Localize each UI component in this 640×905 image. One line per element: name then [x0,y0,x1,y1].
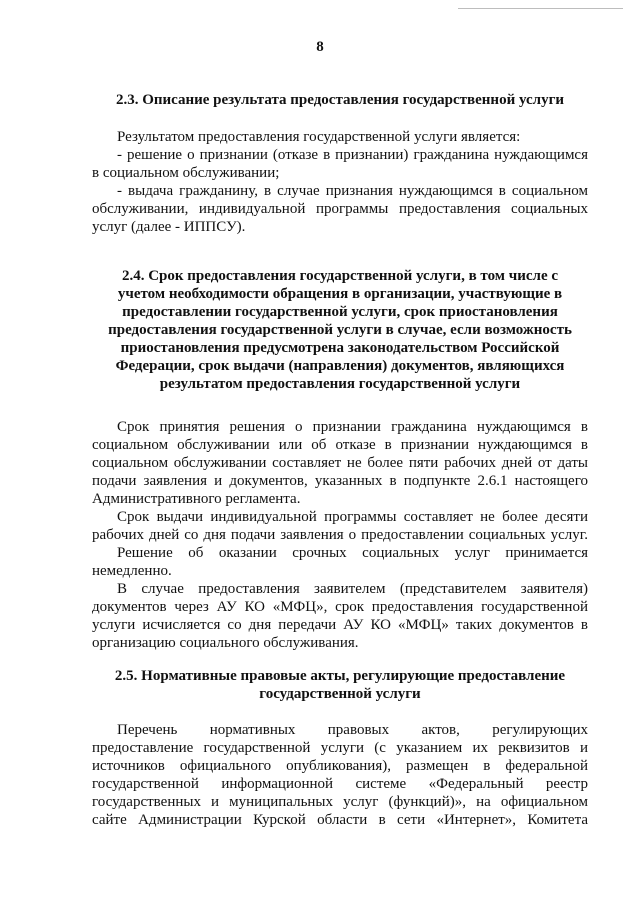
s24-line: социальном обслуживании составляет не более пяти рабочих дней от даты [92,455,588,471]
s24-line: Административного регламента. [92,491,301,507]
s25-line: государственной информационной системе «Федеральный реестр [92,776,588,792]
s23-line: - решение о признании (отказе в признании) гражданина нуждающимся [117,147,588,163]
s24-line: Решение об оказании срочных социальных услуг принимается [117,545,588,561]
s24-line: услуги исчисляется со дня передачи АУ КО «МФЦ» таких документов в [92,617,588,633]
s24-line: Срок выдачи индивидуальной программы составляет не более десяти [117,509,588,525]
section-2-4-heading-line: предоставлении государственной услуги, срок приостановления [122,304,558,320]
section-2-4-heading-line: 2.4. Срок предоставления государственной услуги, в том числе с [121,268,559,284]
s24-line: социальном обслуживании или об отказе в признании нуждающимся в [92,437,588,453]
s24-line: В случае предоставления заявителем (представителем заявителя) [117,581,588,597]
s23-line: - выдача гражданину, в случае признания нуждающимся в социальном [117,183,588,199]
s25-line: источников официального опубликования), размещен в федеральной [92,758,588,774]
s24-line: документов через АУ КО «МФЦ», срок предоставления государственной [92,599,588,615]
s24-line: подачи заявления и документов, указанных в подпункте 2.6.1 настоящего [92,473,588,489]
section-2-4-heading-line: предоставления государственной услуги в случае, если возможность [108,322,572,338]
s25-line: сайте Администрации Курской области в сети «Интернет», Комитета [92,812,588,828]
s25-line: предоставление государственной услуги (с указанием их реквизитов и [92,740,588,756]
s25-line: государственных и муниципальных услуг (функций)», на официальном [92,794,588,810]
section-2-4-heading-line: учетом необходимости обращения в организации, участвующие в [117,286,563,302]
section-2-5-heading-line: 2.5. Нормативные правовые акты, регулирующие предоставление [114,668,566,684]
s23-line: обслуживании, индивидуальной программы предоставления социальных [92,201,588,217]
s25-line: Перечень нормативных правовых актов, регулирующих [117,722,588,738]
s23-line: в социальном обслуживании; [92,165,280,181]
section-2-3-heading: 2.3. Описание результата предоставления государственной услуги [115,92,565,108]
section-2-5-heading-line: государственной услуги [259,686,421,702]
s23-line: Результатом предоставления государственной услуги является: [117,129,521,145]
s24-line: Срок принятия решения о признании гражданина нуждающимся в [117,419,588,435]
s23-line: услуг (далее - ИППСУ). [92,219,246,235]
section-2-4-heading-line: приостановления предусмотрена законодательством Российской [120,340,560,356]
s24-line: организацию социального обслуживания. [92,635,359,651]
section-2-4-heading-line: Федерации, срок выдачи (направления) документов, являющихся [115,358,565,374]
page-number: 8 [316,39,324,55]
s24-line: рабочих дней со дня подачи заявления о предоставлении социальных услуг. [92,527,588,543]
s24-line: немедленно. [92,563,172,579]
section-2-4-heading-line: результатом предоставления государственной услуги [159,376,521,392]
scan-edge-line [458,8,623,9]
